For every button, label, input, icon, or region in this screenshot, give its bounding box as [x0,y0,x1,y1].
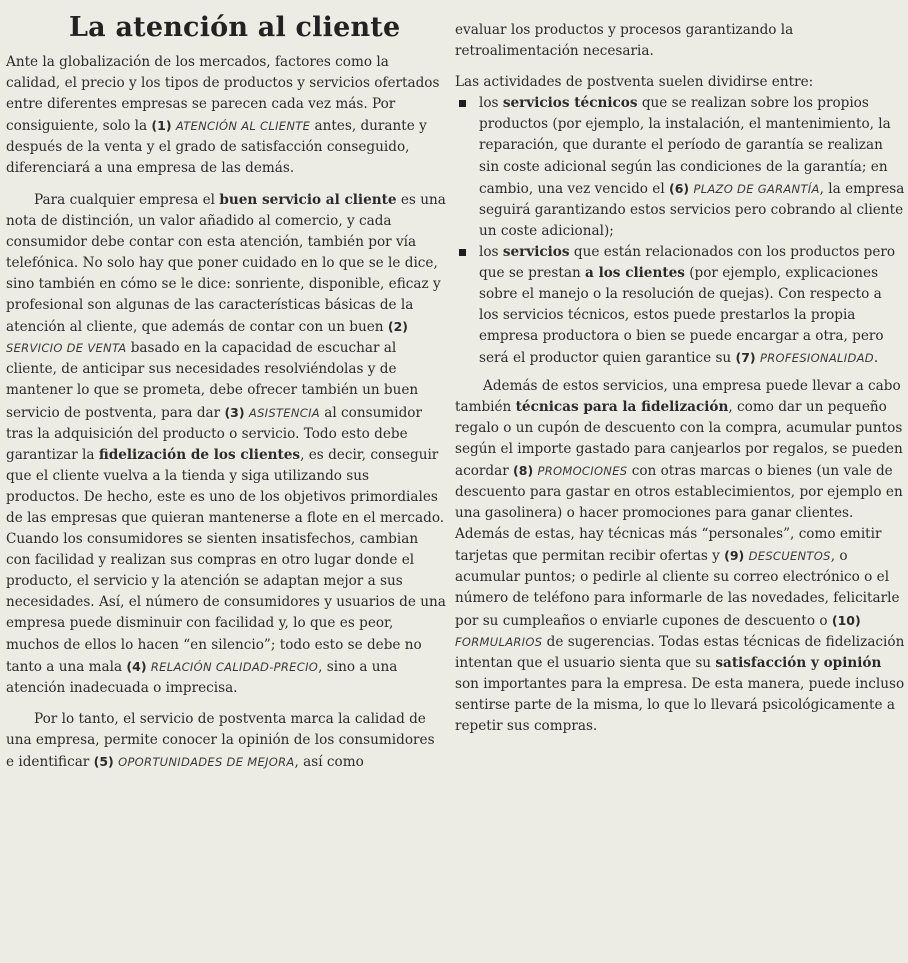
bold-term: buen servicio al cliente [219,191,397,208]
blank-number-8: (8) [513,462,534,478]
blank-answer-6: PLAZO DE GARANTÍA [693,181,820,196]
text: , la empresa seguirá garantizando estos servicios pero cobrando al cliente un coste adicional); [479,180,905,239]
text: Ante la globalización de los mercados, factores como la calidad, el precio y los tipos de productos y servicios ofertados entre diferentes empresas se parecen cada vez más. Por consiguiente, solo la [6,54,440,135]
blank-answer-7: PROFESIONALIDAD [759,351,874,366]
text: son importantes para la empresa. De esta manera, puede incluso sentirse parte de la misma, lo que lo llevará psicológicamente a repetir sus compras. [455,675,905,734]
paragraph-fidelizacion [455,376,905,738]
text: antes, durante y después de la venta y el grado de satisfacción conseguido, diferenciará a una empresa de las demás. [6,118,427,177]
left-column [6,52,446,773]
blank-answer-8: PROMOCIONES [537,463,628,478]
text: es una nota de distinción, un valor añadido al comercio, y cada consumidor debe contar con esta atención, también por vía telefónica. No solo hay que poner cuidado en lo que se le dice, sino también en cómo se le dice: sonriente, disponible, eficaz y profesional son algunas de las características básicas de la atención al cliente, que además de contar con un buen [6,191,446,336]
paragraph-buen-servicio [6,190,446,699]
blank-number-10: (10) [831,612,861,628]
text: Por lo tanto, el servicio de postventa marca la calidad de una empresa, permite conocer la opinión de los consumidores e identificar [6,710,435,770]
list-item-servicios-clientes [455,242,905,370]
blank-answer-9: DESCUENTOS [748,549,831,564]
text: de sugerencias. Todas estas técnicas de fidelización intentan que el usuario sienta que su [455,633,905,671]
text: que están relacionados con los productos pero que se prestan [479,243,896,282]
text: al consumidor tras la adquisición del producto o servicio. Todo esto debe garantizar la [6,404,422,463]
square-bullet-icon [459,249,466,256]
paragraph-actividades: Las actividades de postventa suelen dividirse entre: [455,74,814,91]
bold-term: servicios [502,243,570,260]
bold-term: servicios técnicos [502,95,638,112]
text: , es decir, conseguir que el cliente vuelva a la tienda y siga utilizando sus productos. De hecho, este es uno de los objetivos primordiales de las empresas que quieran mantenerse a flote en el mercado. Cuando los consumidores se sienten insatisfechos, cambian con facilidad y realizan sus compras en otro lugar donde el producto, el servicio y la atención se adaptan mejor a sus necesidades. Así, el número de consumidores y usuarios de una empresa puede disminuir con facilidad y, lo que es peor, muchos de ellos lo hacen “en silencio”; todo esto se debe no tanto a una mala [6,446,446,675]
blank-number-6: (6) [669,180,690,196]
square-bullet-icon [459,100,466,107]
bold-term: técnicas para la fidelización [515,398,729,415]
text: , como dar un pequeño regalo o un cupón de descuento con la compra, acumular puntos según el importe gastado para canjearlos por regalos, se pueden acordar [455,398,903,479]
paragraph-postventa [6,709,446,773]
text: que se realizan sobre los propios productos (por ejemplo, la instalación, el mantenimiento, la reparación, que durante el período de garantía se realizan sin coste adicional según las condiciones de la garantía; en cambio, una vez vencido el [479,95,891,197]
text: basado en la capacidad de escuchar al cliente, de anticipar sus necesidades resolviéndolas y de mantener lo que se prometa, debe ofrecer también un buen servicio de postventa, para dar [6,340,419,421]
blank-number-7: (7) [735,350,756,366]
page-title: La atención al cliente [69,12,401,43]
blank-answer-2: SERVICIO DE VENTA [6,341,127,356]
blank-number-9: (9) [724,548,745,564]
blank-answer-5: OPORTUNIDADES DE MEJORA [118,755,295,769]
bold-term: a los clientes [585,265,685,282]
text: Además de estos servicios, una empresa puede llevar a cabo también [455,377,901,415]
text: los [479,95,503,112]
text: Para cualquier empresa el [34,191,220,208]
blank-answer-1: ATENCIÓN AL CLIENTE [175,119,311,134]
list-item-servicios-tecnicos [455,93,905,242]
text: los [479,243,503,260]
blank-number-5: (5) [93,754,114,769]
text: . [873,350,879,367]
blank-answer-3: ASISTENCIA [248,405,320,420]
text: , o acumular puntos; o pedirle al cliente su correo electrónico o el número de teléfono para informarle de las novedades, felicitarle por su cumpleaños o enviarle cupones de descuento o [455,548,900,629]
text: , así como [294,754,364,770]
paragraph-globalizacion [6,52,446,180]
blank-number-1: (1) [151,118,172,134]
blank-number-3: (3) [224,404,245,420]
text: con otras marcas o bienes (un vale de descuento para gastar en otros establecimientos, por ejemplo en una gasolinera) o hacer promociones para ganar clientes. Además de estas, hay técnicas más “personales”, como emitir tarjetas que permitan recibir ofertas y [455,462,903,565]
blank-number-2: (2) [387,319,408,335]
blank-number-4: (4) [126,658,147,674]
text: , sino a una atención inadecuada o imprecisa. [6,658,398,696]
blank-answer-10: FORMULARIOS [455,634,543,649]
bold-term: satisfacción y opinión [715,654,882,671]
paragraph-evaluar: evaluar los productos y procesos garantizando la retroalimentación necesaria. [455,22,794,60]
bold-term: fidelización de los clientes [98,446,301,463]
right-column [455,20,905,737]
blank-answer-4: RELACIÓN CALIDAD-PRECIO [150,659,319,674]
text: (por ejemplo, explicaciones sobre el manejo o la resolución de quejas). Con respecto a los servicios técnicos, estos puede prestarlos la propia empresa productora o bien se puede encargar a otra, pero será el productor quien garantice su [479,265,884,367]
